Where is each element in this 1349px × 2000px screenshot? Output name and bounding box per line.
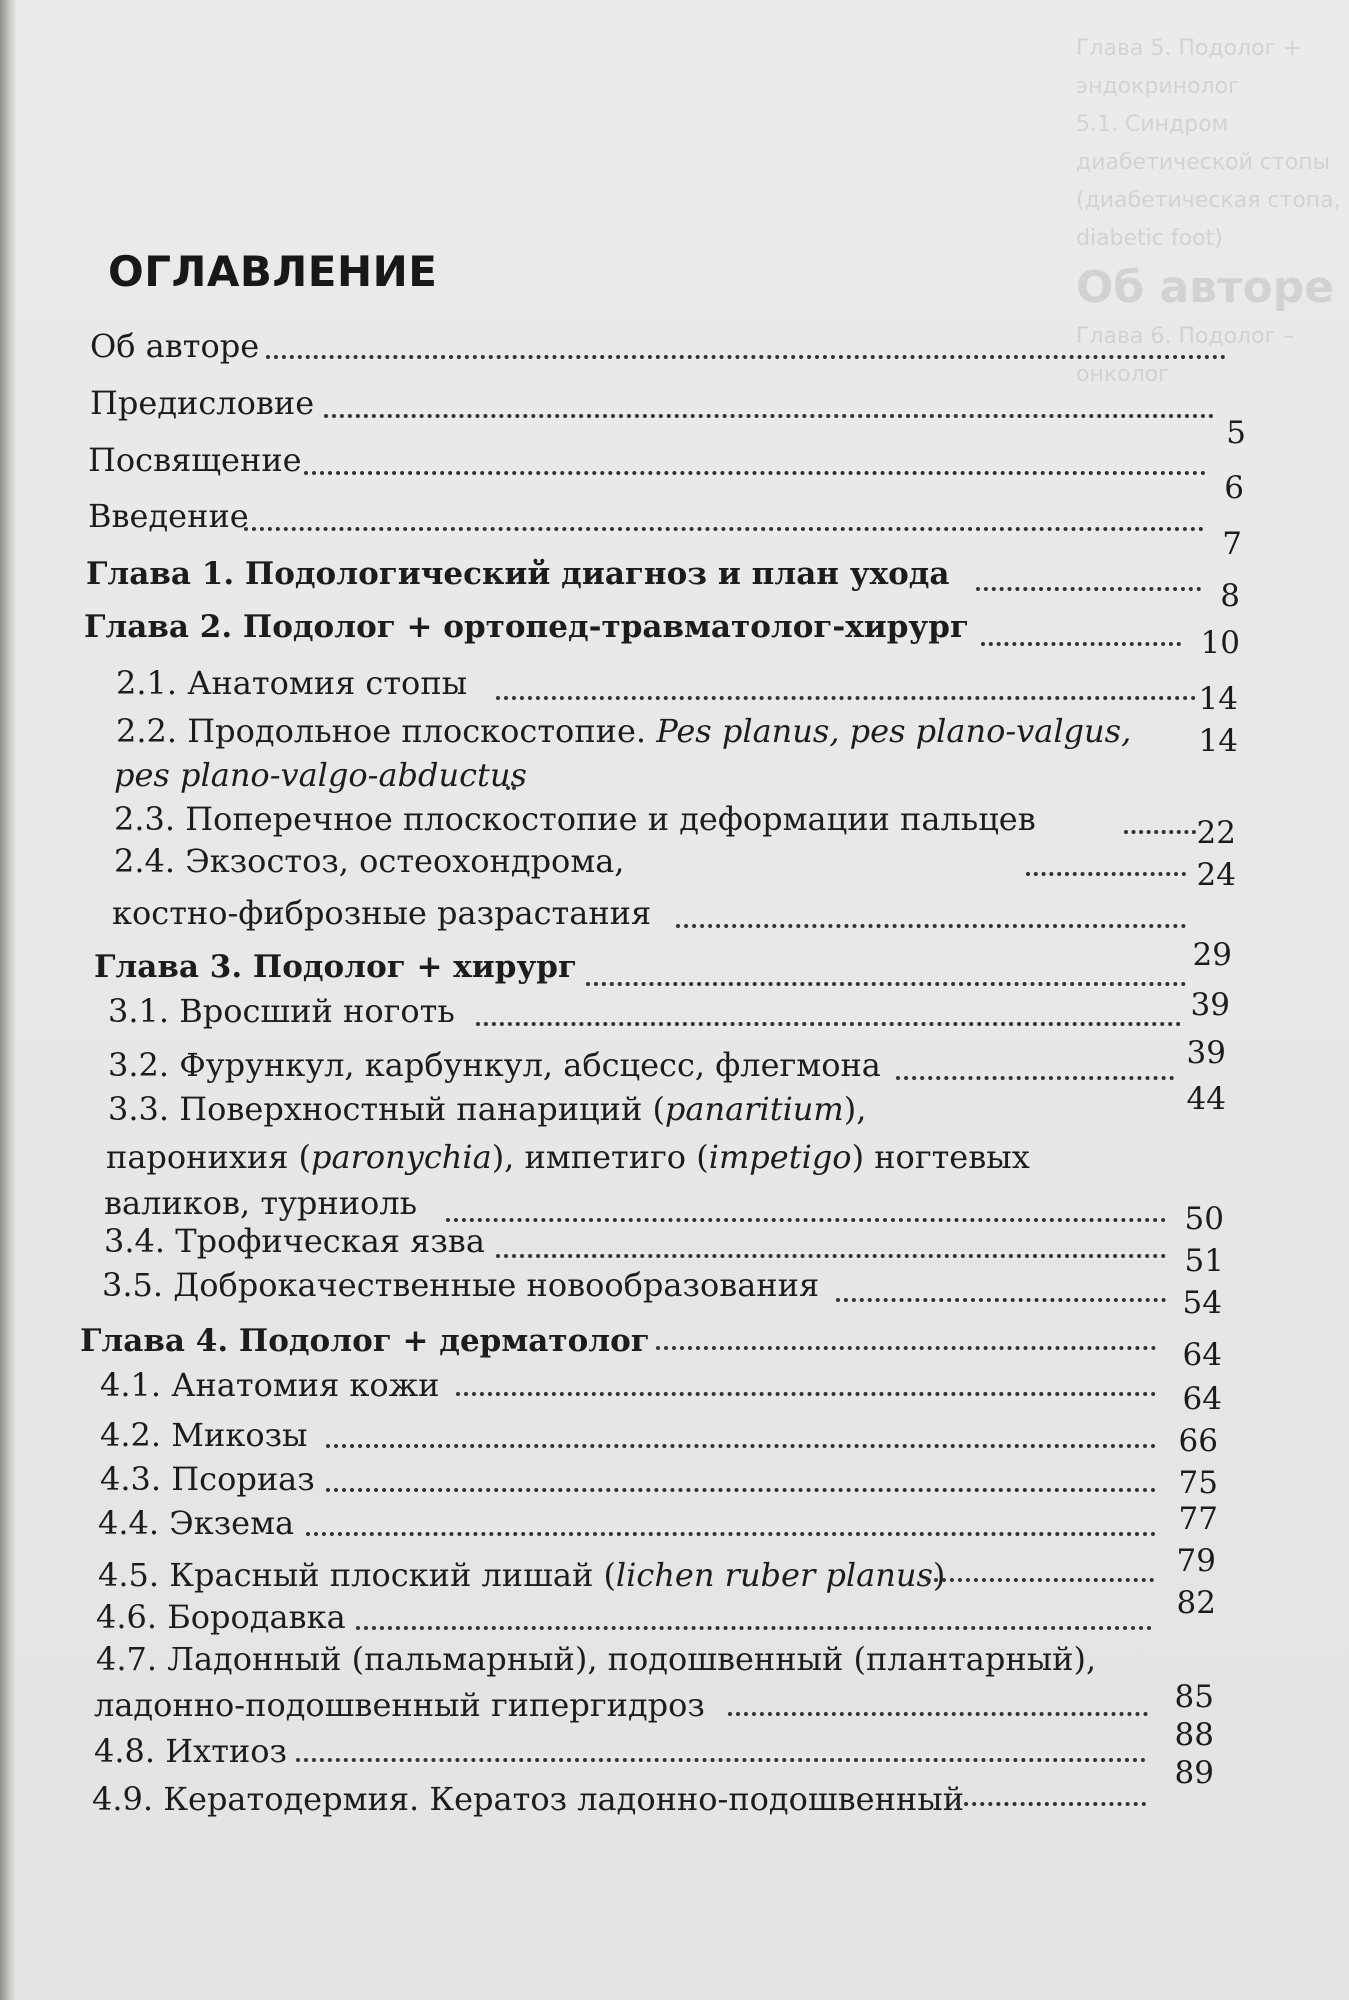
- dot-leader: [446, 1218, 1166, 1222]
- toc-section-text: 2.2. Продольное плоскостопие.: [116, 712, 647, 750]
- toc-section-title: 4.8. Ихтиоз: [94, 1732, 287, 1770]
- bleed-line: Глава 6. Подолог – онколог: [1076, 324, 1295, 387]
- dot-leader: [981, 642, 1181, 646]
- toc-page-number: 5: [1226, 415, 1246, 451]
- dot-leader: [304, 471, 1206, 475]
- toc-section-title: 3.2. Фурункул, карбункул, абсцесс, флегмона: [108, 1046, 881, 1084]
- toc-latin-term: paronychia: [311, 1138, 492, 1176]
- bleed-heading: Об авторе: [1076, 262, 1335, 313]
- toc-section-title: 2.4. Экзостоз, остеохондрома,: [114, 842, 625, 880]
- toc-section-text: паронихия (: [106, 1138, 312, 1176]
- toc-section-title: ладонно-подошвенный гипергидроз: [94, 1686, 705, 1724]
- toc-section-title: 4.1. Анатомия кожи: [100, 1366, 440, 1404]
- dot-leader: [356, 1626, 1152, 1630]
- dot-leader: [326, 1444, 1156, 1448]
- toc-entry-title: Посвящение: [88, 441, 302, 479]
- dot-leader: [456, 1392, 1156, 1396]
- toc-page-number: 44: [1186, 1081, 1226, 1117]
- dot-leader: [896, 1076, 1174, 1080]
- dot-leader: [496, 696, 1196, 700]
- toc-latin-term: panaritium: [664, 1090, 844, 1128]
- toc-section-text: 4.5. Красный плоский лишай (: [98, 1556, 616, 1594]
- toc-section-title: костно-фиброзные разрастания: [112, 894, 652, 932]
- toc-page-number: 8: [1220, 578, 1240, 614]
- toc-page-number: 77: [1178, 1501, 1218, 1537]
- toc-page-number: 24: [1196, 857, 1236, 893]
- toc-page-number: 6: [1224, 470, 1244, 506]
- toc-page-number: 39: [1186, 1035, 1226, 1071]
- toc-section-text: ),: [843, 1090, 867, 1128]
- toc-page-number: 88: [1174, 1717, 1214, 1753]
- toc-page-number: 14: [1198, 681, 1238, 717]
- toc-page-number: 22: [1196, 815, 1236, 851]
- dot-leader: [728, 1712, 1148, 1716]
- toc-section-title: 4.4. Экзема: [98, 1504, 295, 1542]
- toc-page-number: 51: [1184, 1243, 1224, 1279]
- toc-section-title: [106, 1138, 1030, 1176]
- book-spine-edge: [0, 0, 16, 2000]
- toc-chapter-title: Глава 3. Подолог + хирург: [94, 949, 577, 985]
- dot-leader: [676, 924, 1186, 928]
- toc-latin-term: pes plano-valgo-abductus: [114, 756, 527, 794]
- toc-section-text: 3.3. Поверхностный панариций (: [108, 1090, 665, 1128]
- toc-entry-title: Об авторе: [90, 327, 260, 365]
- toc-page-number: 64: [1182, 1381, 1222, 1417]
- toc-page-number: 79: [1176, 1543, 1216, 1579]
- toc-page-number: 89: [1174, 1755, 1214, 1791]
- toc-section-title: 3.1. Вросший ноготь: [108, 992, 455, 1030]
- dot-leader: [506, 786, 516, 790]
- toc-page-number: 50: [1184, 1201, 1224, 1237]
- toc-section-title: 4.6. Бородавка: [96, 1598, 346, 1636]
- toc-chapter-title: Глава 4. Подолог + дерматолог: [80, 1323, 650, 1359]
- toc-section-title: 4.3. Псориаз: [100, 1460, 315, 1498]
- toc-chapter-title: Глава 2. Подолог + ортопед-травматолог-хирург: [84, 609, 969, 645]
- toc-latin-term: impetigo: [708, 1138, 852, 1176]
- toc-page-number: 85: [1174, 1679, 1214, 1715]
- toc-page-number: 14: [1198, 723, 1238, 759]
- toc-page-number: 10: [1200, 625, 1240, 661]
- toc-page-number: 7: [1222, 526, 1242, 562]
- dot-leader: [476, 1022, 1181, 1026]
- toc-section-title: 4.9. Кератодермия. Кератоз ладонно-подошвенный: [92, 1780, 965, 1818]
- toc-section-title: 4.7. Ладонный (пальмарный), подошвенный (плантарный),: [96, 1640, 1097, 1678]
- toc-page-number: 66: [1178, 1423, 1218, 1459]
- toc-page-number: 39: [1190, 987, 1230, 1023]
- dot-leader: [266, 355, 1226, 359]
- dot-leader: [296, 1758, 1146, 1762]
- dot-leader: [976, 587, 1201, 591]
- dot-leader: [586, 982, 1186, 986]
- dot-leader: [836, 1298, 1166, 1302]
- toc-page-number: 64: [1182, 1337, 1222, 1373]
- dot-leader: [306, 1532, 1156, 1536]
- toc-section-text: ): [932, 1556, 946, 1594]
- toc-entry-title: Предисловие: [90, 384, 315, 422]
- toc-section-title: 3.4. Трофическая язва: [104, 1222, 485, 1260]
- dot-leader: [956, 1802, 1146, 1806]
- toc-section-title: валиков, турниоль: [104, 1184, 418, 1222]
- toc-latin-term: Pes planus, pes plano-valgus,: [656, 712, 1132, 750]
- dot-leader: [324, 414, 1214, 418]
- bleed-through-text: [1076, 30, 1346, 394]
- toc-page-number: 75: [1178, 1465, 1218, 1501]
- dot-leader: [926, 1578, 1154, 1582]
- dot-leader: [656, 1346, 1156, 1350]
- toc-page-number: 29: [1192, 937, 1232, 973]
- toc-heading: ОГЛАВЛЕНИЕ: [108, 247, 438, 296]
- toc-section-title: [98, 1556, 945, 1594]
- toc-latin-term: lichen ruber planus: [615, 1556, 933, 1594]
- dot-leader: [496, 1254, 1166, 1258]
- toc-section-title: 2.3. Поперечное плоскостопие и деформации пальцев: [114, 800, 1036, 838]
- toc-entry-title: Введение: [88, 497, 249, 535]
- toc-page-number: 54: [1182, 1285, 1222, 1321]
- toc-page-number: 82: [1176, 1585, 1216, 1621]
- toc-section-text: ) ногтевых: [851, 1138, 1030, 1176]
- book-page: [16, 0, 1349, 2000]
- toc-section-title: 3.5. Доброкачественные новообразования: [102, 1266, 820, 1304]
- toc-section-title: [108, 1090, 866, 1128]
- dot-leader: [326, 1488, 1156, 1492]
- dot-leader: [244, 527, 1204, 531]
- bleed-line: (диабетическая стопа, diabetic foot): [1076, 188, 1341, 251]
- bleed-line: Глава 5. Подолог + эндокринолог: [1076, 36, 1302, 99]
- toc-section-title: 4.2. Микозы: [100, 1416, 308, 1454]
- dot-leader: [1026, 872, 1186, 876]
- toc-section-text: ), импетиго (: [491, 1138, 709, 1176]
- toc-section-title: [116, 712, 1131, 750]
- toc-section-title: [114, 756, 527, 794]
- toc-section-title: 2.1. Анатомия стопы: [116, 664, 468, 702]
- bleed-line: 5.1. Синдром диабетической стопы: [1076, 112, 1330, 175]
- toc-chapter-title: Глава 1. Подологический диагноз и план ухода: [86, 556, 950, 592]
